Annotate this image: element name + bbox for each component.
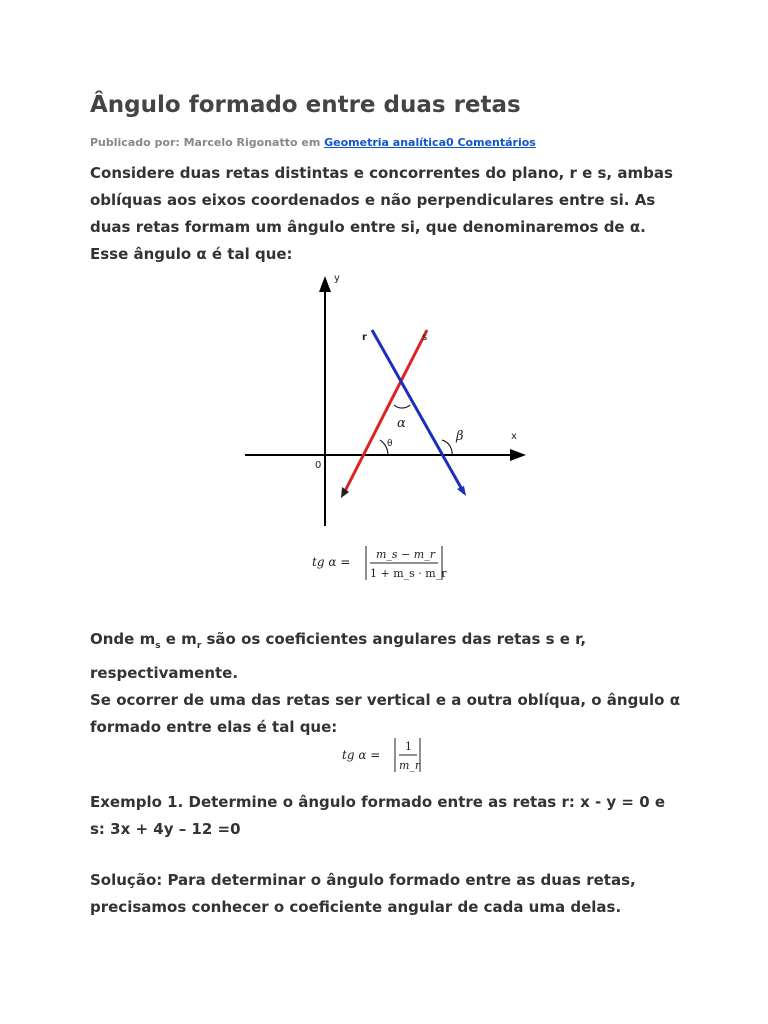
- formula1-denominator: 1 + m_s · m_r: [370, 567, 447, 580]
- label-s: s: [422, 332, 428, 343]
- label-theta: θ: [387, 439, 393, 449]
- meta-author: Publicado por: Marcelo Rigonatto em: [90, 136, 321, 149]
- label-alpha: α: [397, 416, 406, 431]
- formula1-lhs: tg α =: [312, 555, 351, 569]
- alpha-arc: [394, 405, 410, 408]
- formula-tg-alpha-vertical: [342, 734, 432, 776]
- y-axis-arrow: [319, 276, 331, 292]
- formula2-lhs: tg α =: [342, 748, 381, 762]
- paragraph-coefficients: Onde $m_s$ e $m_r$ são os coeficientes angulares das retas s e r, respectivamente. Se ocorrer de uma das retas ser vertical e a outra oblíqua, o ângulo α formado entre elas é tal que:: [90, 630, 680, 736]
- formula-tg-alpha: [312, 540, 462, 584]
- paragraph-intro: Considere duas retas distintas e concorrentes do plano, r e s, ambas oblíquas aos eixos coordenados e não perpendiculares entre si. As duas retas formam um ângulo entre si, que denominaremos de α. Esse ângulo α é tal que:: [90, 164, 673, 263]
- beta-arc: [442, 440, 452, 455]
- paragraph-solution: Solução: Para determinar o ângulo formado entre as duas retas, precisamos conhecer o coeficiente angular de cada uma delas.: [90, 871, 636, 916]
- label-y: y: [334, 273, 340, 284]
- x-axis-arrow: [510, 449, 526, 461]
- article-meta: [90, 136, 536, 149]
- paragraph-example: Exemplo 1. Determine o ângulo formado entre as retas r: x - y = 0 e s: 3x + 4y – 12 =0: [90, 793, 666, 838]
- category-link[interactable]: Geometria analítica0 Comentários: [324, 136, 536, 149]
- line-s-arrow: [457, 486, 466, 496]
- label-origin: 0: [315, 460, 322, 471]
- label-beta: β: [456, 429, 464, 444]
- lines-diagram: [230, 268, 530, 533]
- formula2-numerator: 1: [405, 740, 412, 753]
- formula2-denominator: m_r: [399, 759, 421, 772]
- article-title: Ângulo formado entre duas retas: [90, 92, 521, 118]
- label-x: x: [511, 431, 517, 442]
- label-r: r: [362, 332, 367, 343]
- formula1-numerator: m_s − m_r: [376, 548, 435, 561]
